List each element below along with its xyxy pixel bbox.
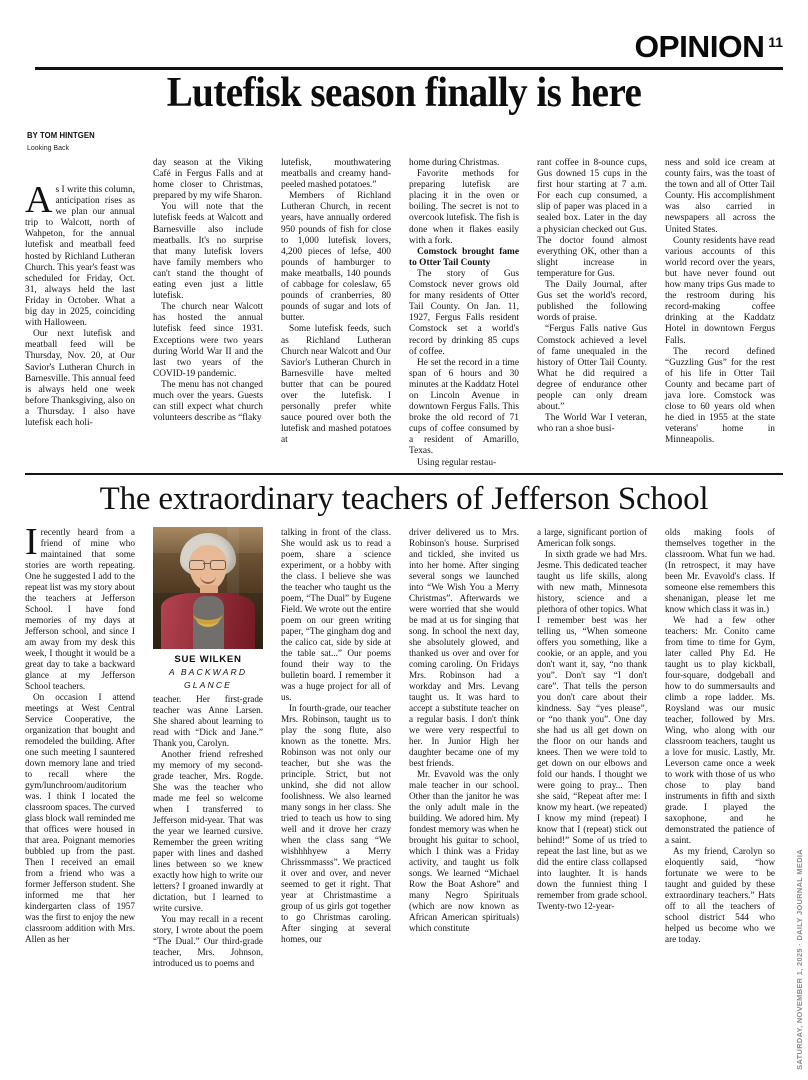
article1-col5-paragraph: rant coffee in 8-ounce cups, Gus downed 15 cups in the first hour starting at 7 a.m. For each cup consumed, a slip of paper was placed in a sealed box. Later in the day a physician checked out Gus. The doctor found almost everything OK, other than a slight increase in temperature for Gus. xyxy=(537,158,647,279)
article2-col4-paragraph: driver delivered us to Mrs. Robinson's house. Surprised and tickled, she invited us into her home. After singing several songs we launched into “We Wish You a Merry Christmas”. Afterwards we were worried that she would be mad at us for singing that song. In school the next day, she absolutely glowed, and thanked us over and over for coming caroling. On Fridays Mrs. Robinson had a workday and Mrs. Levang taught us. It was hard to accept a substitute teacher on a regular basis. I don't think we were very respectful to her. In Junior High her daughter became one of my best friends. xyxy=(409,527,519,768)
photo-caption-kicker-line1: A BACKWARD xyxy=(168,667,248,677)
masthead xyxy=(25,28,783,70)
byline-column-name: Looking Back xyxy=(27,143,69,152)
article1-col2-paragraph: The church near Walcott has hosted the annual lutefisk feed since 1931. Exceptions were two years during World War II and the last two years of the COVID-19 pandemic. xyxy=(153,302,263,379)
article2-col2-under-paragraph: Another friend refreshed my memory of my second-grade teacher, Mrs. Rogde. She was the teacher who made me feel so welcome when I transferred to Jefferson mid-year. That was the year we learned cursive. Remember the green writing paper with lines and dashed lines between so we knew exactly how high to write our letters? I groaned inwardly at dictation, but I learned to write cursive. xyxy=(153,749,263,913)
photo-caption-name: SUE WILKEN xyxy=(174,654,242,665)
article1-col5-paragraph: The World War I veteran, who ran a shoe busi- xyxy=(537,413,647,435)
page-number: 11 xyxy=(768,34,783,50)
article1-col4-paragraph: Using regular restau- xyxy=(417,457,497,468)
article1-column-6 xyxy=(665,158,775,458)
photo-caption-kicker-line2: GLANCE xyxy=(184,680,232,690)
article1-col4-paragraph: Comstock brought fame to Otter Tail County xyxy=(409,246,519,268)
article1-col1-paragraph: Our next lutefisk and meatball feed will be Thursday, Nov. 20, at Our Savior's Lutheran Church in Barnesville. This annual feed is always held one week before Thanksgiving, also on a Thursday. I also have lutefisk each holi- xyxy=(25,329,135,428)
edition-rail xyxy=(792,600,806,1070)
article1-col2-paragraph: day season at the Viking Café in Fergus Falls and at home closer to Christmas, prepared by my wife Sharon. xyxy=(153,158,263,202)
article2-column-5 xyxy=(537,527,647,1072)
article1-columns xyxy=(25,158,783,468)
article2-col6-paragraph: We had a few other teachers: Mr. Conito came from time to time for Gym, later called Phy Ed. He taught us to play kickball, four-square, dodgeball and how to do summersaults and climb a rope ladder. Ms. Roysland was our music teacher, followed by Mrs. Wing, who along with our classroom teachers, taught us a love for music. Lastly, Mr. Leverson came once a week to work with those of us who chose to play band instruments in fifth and sixth grade. I played the saxophone, and he demonstrated the patience of a saint. xyxy=(665,615,775,845)
article1-column-1 xyxy=(25,158,135,458)
sue-wilken-portrait xyxy=(153,527,263,649)
article2-col5-paragraph: a large, significant portion of American folk songs. xyxy=(537,527,647,548)
article2-column-6 xyxy=(665,527,775,1072)
article2-col1-paragraph: Irecently heard from a friend of mine who maintained that some stories are worth repeating. One he suggested I add to the repeat list was my story about the teachers at Jefferson School. I have fond memories of my days at Jefferson school, and since I am away from my desk this week, I thought it would be a great day to take a backward glance at my Jefferson School teachers. xyxy=(25,521,135,691)
article2-headline: The extraordinary teachers of Jefferson School xyxy=(99,481,709,517)
article1-column-5 xyxy=(537,158,647,458)
article2-col2-under-paragraph: You may recall in a recent story, I wrote about the poem “The Dual.” Our third-grade teacher, Mrs. Johnson, introduced us to poems and xyxy=(153,914,263,968)
article1-col6-paragraph: ness and sold ice cream at county fairs, was the toast of the town and all of Otter Tail County. His accomplishment was also carried in newspapers all across the United States. xyxy=(665,158,775,235)
article2-col6-paragraph: olds making fools of themselves together in the classroom. What fun we had. (In retrospect, it may have been Mr. Evavold's class. If someone else remembers this shenanigan, please let me know which class it was in.) xyxy=(665,527,775,614)
article1-column-3 xyxy=(281,158,391,458)
article1-col3-paragraph: lutefisk, mouthwatering meatballs and creamy hand-peeled mashed potatoes.” xyxy=(281,158,391,191)
article2-col5-paragraph: In sixth grade we had Mrs. Jesme. This dedicated teacher taught us life skills, along with new math, Minnesota history, science and a plethora of other topics. What I remember best was her telling us, “When someone offers you something, like a cookie, or an apple, and you don't want it, say, “no thank you”. Don't say “I don't care”. That tells the person you don't care about their kindness. Say “yes please”, or “no thank you”. One day she had us all get down on the floor on our hands and knees. Then we were told to get down on our elbows and fold our hands. I thought we were going to pray... Then she said, “Repeat after me: I know my heart. (we repeated) I know my mind (repeat) I know that I (repeat) stick out behind!” Some of us tried to repeat the last line, but as we did the entire class collapsed into laughter. It is hands down the funniest thing I remember from grade school. Twenty-two 12-year- xyxy=(537,549,647,911)
article1-col2-paragraph: The menu has not changed much over the years. Guests can still expect what church volunteers describe as “flaky xyxy=(153,379,263,424)
article1-col1-paragraph: As I write this column, anticipation rises as we plan our annual trip to Walcott, north of Wahpeton, for the annual lutefisk and meatball feed hosted by Richland Lutheran Church. This year's feast was scheduled for Friday, Oct. 31, always held the last Friday in October. What a big day in 2025, coinciding with Halloween. xyxy=(25,179,135,329)
article2-column-4 xyxy=(409,527,519,1072)
article1-col5-paragraph: The Daily Journal, after Gus set the world's record, published the following words of praise. xyxy=(537,280,647,324)
article1-col4-paragraph: He set the record in a time span of 6 hours and 30 minutes at the Kaddatz Hotel on Lincoln Avenue in downtown Fergus Falls. This broke the old record of 71 cups of coffee consumed by a resident of Amarillo, Texas. xyxy=(409,357,519,457)
byline-author: BY TOM HINTGEN xyxy=(27,130,95,140)
article2-column2-under-photo xyxy=(153,694,263,969)
article1-col2-paragraph: You will note that the lutefisk feeds at Walcott and Barnesville also include meatballs. It's no surprise that many lutefisk lovers have family members who can't stand the thought of eating even just a little lutefisk. xyxy=(153,202,263,302)
article2-column-3 xyxy=(281,527,391,1072)
article1-column-2 xyxy=(153,158,263,458)
article1-col5-paragraph: “Fergus Falls native Gus Comstock achieved a level of fame unequaled in the history of Otter Tail County. What he did required a degree of endurance other people can only dream about.” xyxy=(537,324,647,413)
article1-byline xyxy=(27,130,139,152)
article1-col3-paragraph: Members of Richland Lutheran Church, in recent years, have annually ordered 950 pounds of fish for close to 1,000 lutefisk lovers, 4,200 pieces of lefse, 400 pounds of hamburger to make meatballs, 140 pounds of cabbage for coleslaw, 65 pounds of cranberries, 80 pounds of sugar and lots of butter. xyxy=(281,191,391,324)
article1-col6-paragraph: County residents have read various accounts of this world record over the years, but have never found out how many trips Gus made to the restroom during his record-making coffee drinking at the Kaddatz Hotel in downtown Fergus Falls. xyxy=(665,235,775,346)
article2-col3-paragraph: In fourth-grade, our teacher Mrs. Robinson, taught us to play the song flute, also known as the tonette. Mrs. Robinson was not only our teacher, but she was the principle. Strict, but not unkind, she did not allow foolishness. We also learned many songs in her class. She tried to teach us how to sing well and it drove her crazy when the class sang “We wishhhhyew a Merry Chrissmmasss”. We practiced it over and over, and never seemed to get it right. That year at Christmastime a group of us girls got together to go Christmas caroling. After singing at several homes, our xyxy=(281,703,391,944)
article2-columns xyxy=(25,521,783,1072)
article1-col4-paragraph: The story of Gus Comstock never grows old for many residents of Otter Tail County. On Jan. 11, 1927, Fergus Falls resident Comstock set a world's record by drinking 85 cups of coffee. xyxy=(409,268,519,357)
article2-col6-paragraph: As my friend, Carolyn so eloquently said, “how fortunate we were to be taught and guided by these extraordinary teachers.” Hats off to all the teachers of school district 544 who helped us become who we are today. xyxy=(665,846,775,944)
article2-col2-under-paragraph: teacher. Her first-grade teacher was Anne Larsen. She shared about learning to read with “Dick and Jane.” Thank you, Carolyn. xyxy=(153,694,263,748)
article1-col3-paragraph: Some lutefisk feeds, such as Richland Lutheran Church near Walcott and Our Savior's Lutheran Church in Barnesville have melted butter that can be poured over the lutefisk. I personally prefer white sauce poured over both the lutefisk and mashed potatoes at xyxy=(281,324,391,446)
section-title: OPINION xyxy=(634,29,765,64)
article1-col6-paragraph: The record defined “Guzzling Gus” for the rest of his life in Otter Tail County and became part of java lore. Comstock was close to 60 years old when he died in 1955 at the state veterans' home in Minneapolis. xyxy=(665,346,775,446)
article1-headline: Lutefisk season finally is here xyxy=(166,70,642,116)
article2-col4-paragraph: Mr. Evavold was the only male teacher in our school. Other than the janitor he was the only adult male in the building. We adored him. My fondest memory was when he brought his guitar to school, which I think was a Friday activity, and taught us folk songs. We learned “Michael Row the Boat Ashore” and many Negro Spirituals (which are now known as African American spirituals) which constitute xyxy=(409,769,519,933)
edition-rail-text: SATURDAY, NOVEMBER 1, 2025 · DAILY JOURNAL MEDIA xyxy=(794,849,804,1070)
drop-cap: A xyxy=(25,179,53,221)
article1-col4-paragraph: home during Christmas. xyxy=(409,158,500,168)
article2-photo-block xyxy=(153,527,263,693)
drop-cap: I xyxy=(25,521,38,563)
article1-column-4 xyxy=(409,158,519,468)
article2-column-1 xyxy=(25,521,135,1072)
article1-col4-paragraph: Favorite methods for preparing lutefisk are placing it in the oven or boiling. The secret is not to overcook lutefisk. The fish is done when it flakes easily with a fork. xyxy=(409,169,519,246)
section-divider xyxy=(25,473,783,475)
article2-col1-paragraph: On occasion I attend meetings at West Central Service Cooperative, the organization that bought and remodeled the building. After one such meeting I sauntered down memory lane and tried to recall where the gym/lunchroom/auditorium was. I think I located the classroom spaces. The curved glass block wall reminded me that offices were housed in that area. Poignant memories bubbled up from the past. Then I received an email from a friend who was a former Jefferson student. She informed me that her kindergarten class of 1957 was the first to enjoy the new classroom addition with Mrs. Allen as her xyxy=(25,692,135,944)
article2-col3-paragraph: talking in front of the class. She would ask us to read a poem, share a science experiment, or a hobby with the class. I believe she was the teacher who taught us the poem, “The Dual” by Eugene Field. We wrote out the entire poem on our green writing paper, “The gingham dog and the calico cat, side by side at the table sat...” Our poems found their way to the bulletin board. I remember it was a huge project for all of us. xyxy=(281,527,391,702)
